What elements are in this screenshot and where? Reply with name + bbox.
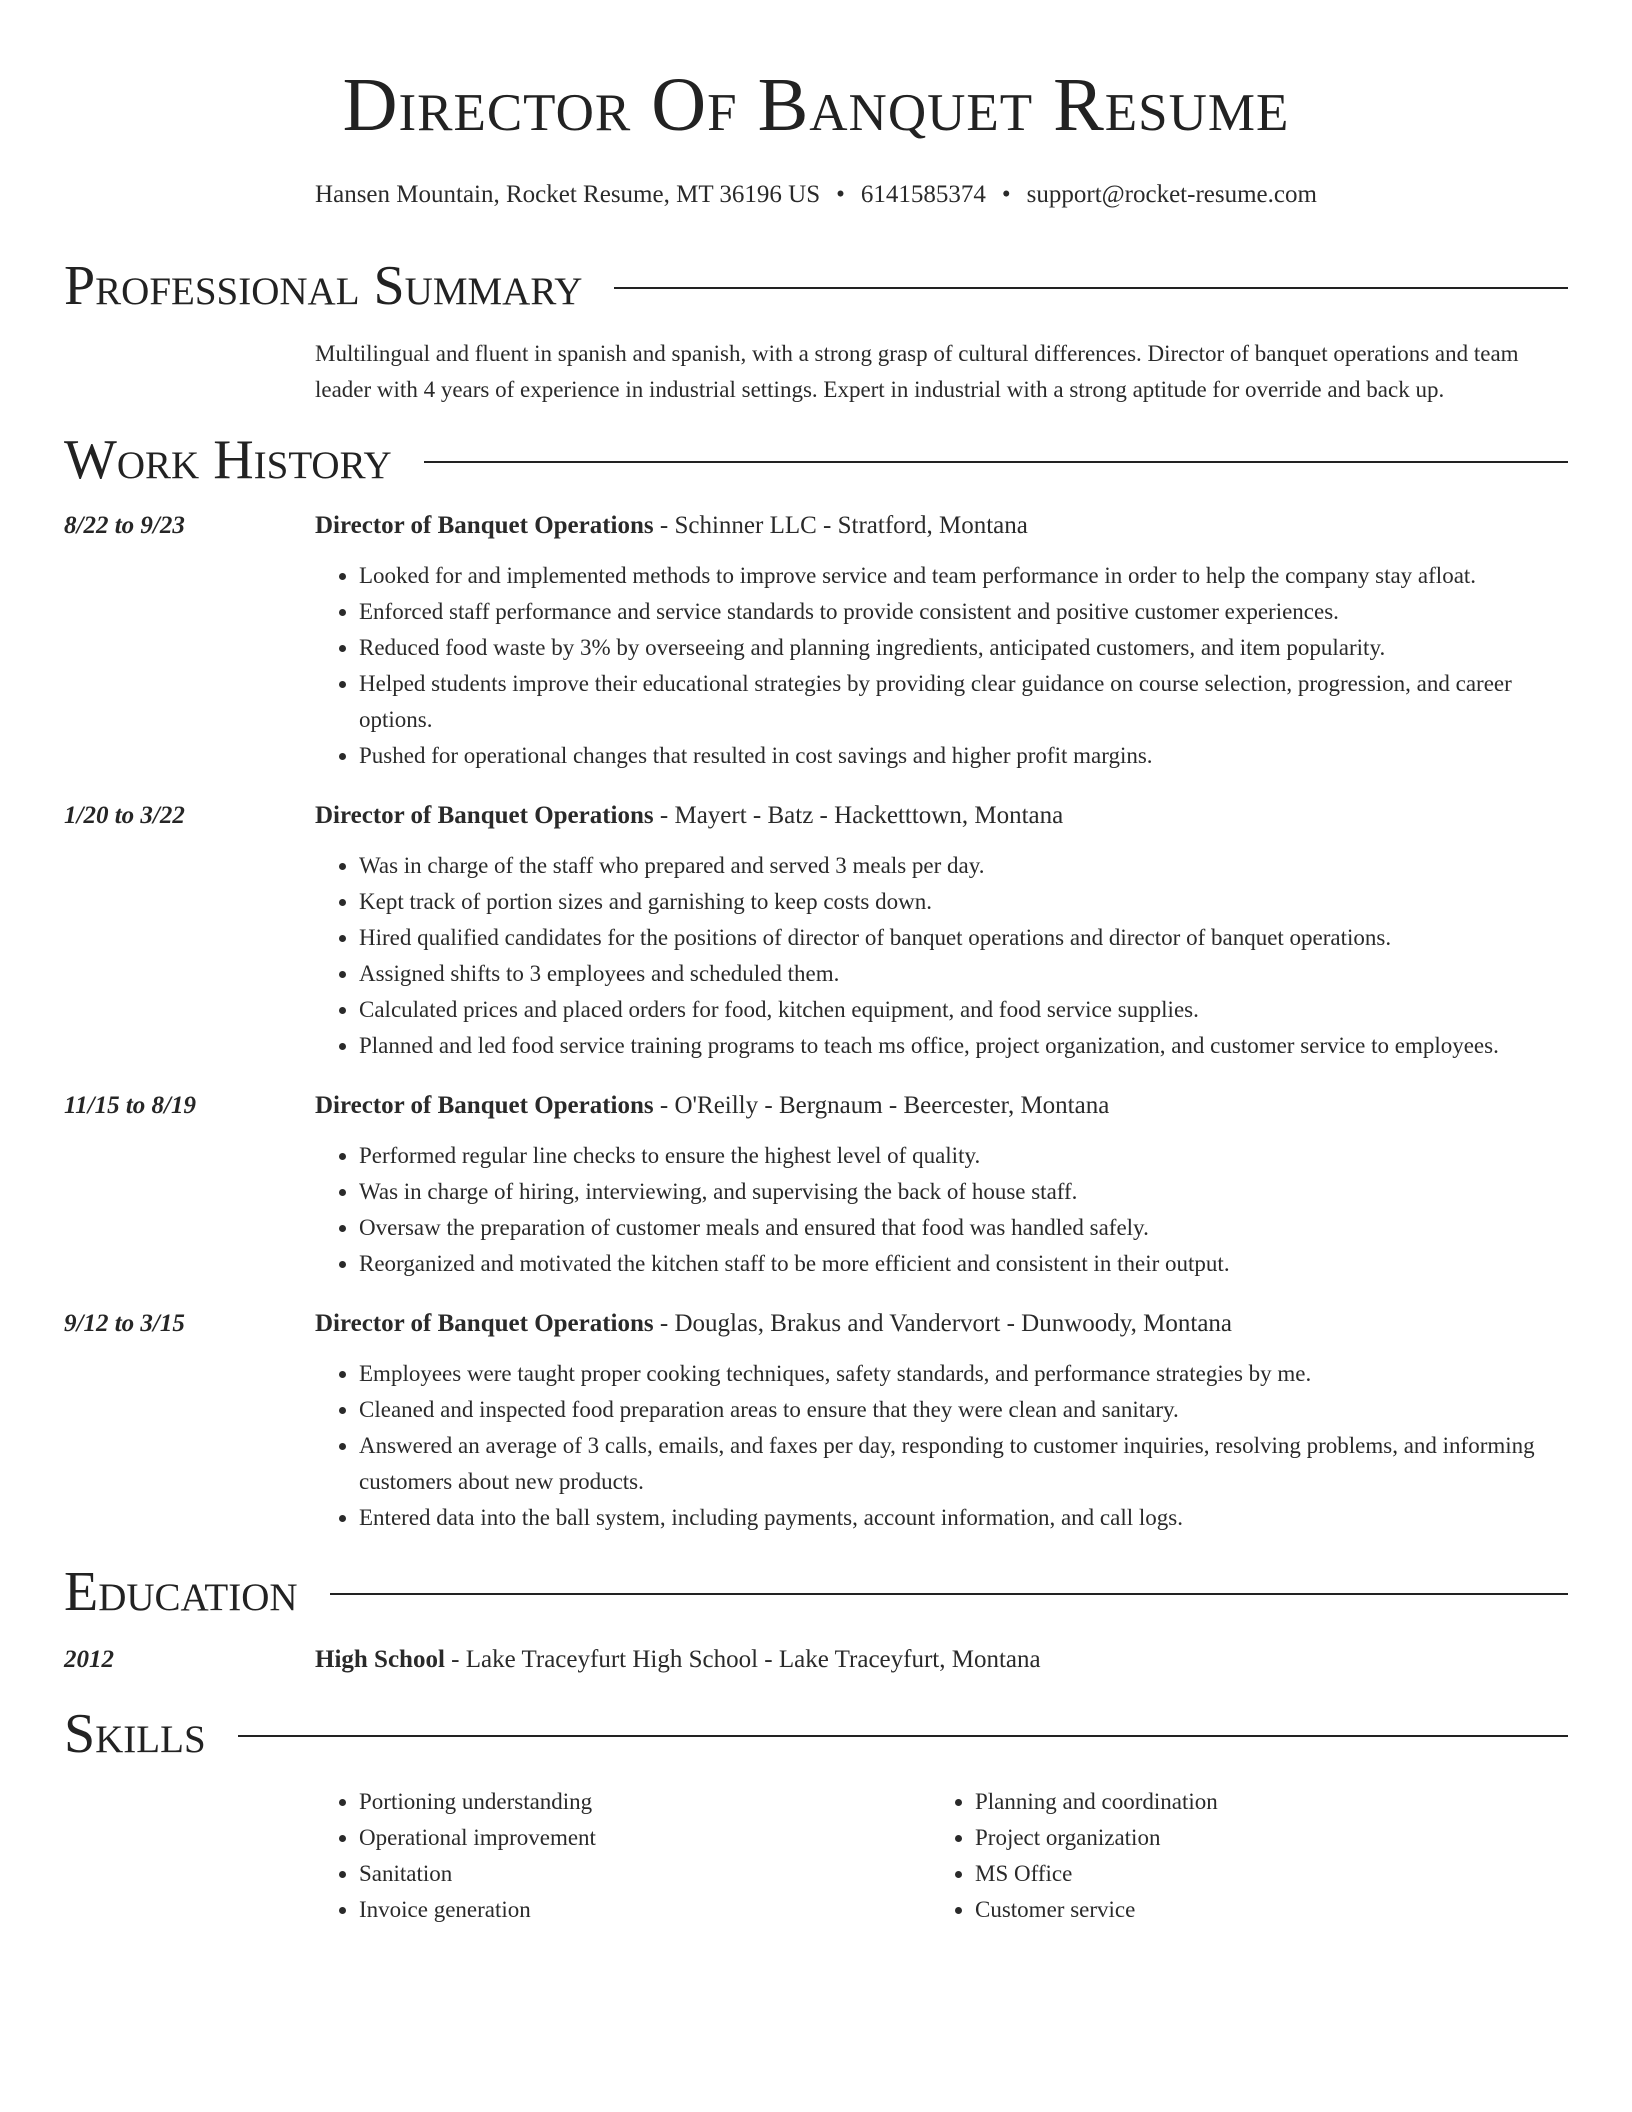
job-employer-location: - Douglas, Brakus and Vandervort - Dunwoody, Montana [653, 1310, 1233, 1337]
work-entry [64, 1088, 1568, 1282]
contact-email: support@rocket-resume.com [1026, 181, 1317, 208]
job-duty-item: • Helped students improve their educational strategies by providing clear guidance on course selection, progression, and career options. [359, 666, 1568, 738]
job-duty-item: • Kept track of portion sizes and garnishing to keep costs down. [359, 884, 1568, 920]
work-dates: 8/22 to 9/23 [64, 512, 185, 539]
education-section-header [64, 1562, 1568, 1622]
skill-item: • Planning and coordination [975, 1784, 1547, 1820]
work-section-header [64, 430, 1568, 490]
contact-address: Hansen Mountain, Rocket Resume, MT 36196 US [315, 181, 821, 208]
job-employer-location: - Schinner LLC - Stratford, Montana [653, 512, 1028, 539]
job-duty-item: • Employees were taught proper cooking techniques, safety standards, and performance strategies by me. [359, 1356, 1568, 1392]
skill-item: • Portioning understanding [359, 1784, 931, 1820]
section-title-work-history: Work History [64, 429, 392, 491]
skill-item: • MS Office [975, 1856, 1547, 1892]
work-title-line [315, 508, 1568, 544]
job-duty-item: • Calculated prices and placed orders for food, kitchen equipment, and food service supplies. [359, 992, 1568, 1028]
education-degree: High School [315, 1646, 445, 1673]
work-entry-body [315, 508, 1568, 774]
job-role: Director of Banquet Operations [315, 512, 654, 539]
contact-separator: • [1001, 181, 1011, 208]
section-title-education: Education [64, 1561, 298, 1623]
work-title-line [315, 1306, 1568, 1342]
education-year: 2012 [64, 1646, 114, 1673]
work-entry [64, 1306, 1568, 1536]
work-dates: 11/15 to 8/19 [64, 1092, 196, 1119]
skills-column-right [931, 1784, 1547, 1928]
job-duty-item: • Hired qualified candidates for the positions of director of banquet operations and director of banquet operations. [359, 920, 1568, 956]
job-duty-item: • Performed regular line checks to ensure the highest level of quality. [359, 1138, 1568, 1174]
resume-page [64, 0, 1568, 1928]
job-duty-item: • Reduced food waste by 3% by overseeing and planning ingredients, anticipated customers, and item popularity. [359, 630, 1568, 666]
section-divider [424, 461, 1568, 463]
skill-item: • Operational improvement [359, 1820, 931, 1856]
skill-item: • Customer service [975, 1892, 1547, 1928]
job-employer-location: - O'Reilly - Bergnaum - Beercester, Montana [653, 1092, 1110, 1119]
section-divider [614, 287, 1568, 289]
job-duty-item: • Answered an average of 3 calls, emails, and faxes per day, responding to customer inquiries, resolving problems, and informing customers about new products. [359, 1428, 1568, 1500]
skills-column-left [315, 1784, 931, 1928]
summary-section-header [64, 256, 1568, 316]
work-entry-body [315, 1088, 1568, 1282]
job-duty-item: • Entered data into the ball system, including payments, account information, and call logs. [359, 1500, 1568, 1536]
job-duties-list [315, 1138, 1568, 1282]
resume-title: Director Of Banquet Resume [342, 63, 1290, 147]
skill-item: • Invoice generation [359, 1892, 931, 1928]
contact-line [64, 178, 1568, 212]
job-role: Director of Banquet Operations [315, 802, 654, 829]
work-dates: 9/12 to 3/15 [64, 1310, 185, 1337]
work-entry [64, 508, 1568, 774]
job-duties-list [315, 1356, 1568, 1536]
section-divider [330, 1593, 1568, 1595]
job-duty-item: • Pushed for operational changes that resulted in cost savings and higher profit margins. [359, 738, 1568, 774]
education-detail: - Lake Traceyfurt High School - Lake Traceyfurt, Montana [444, 1646, 1041, 1673]
skill-item: • Project organization [975, 1820, 1547, 1856]
job-duty-item: • Was in charge of the staff who prepared and served 3 meals per day. [359, 848, 1568, 884]
skills-list [315, 1784, 1568, 1928]
work-entry [64, 798, 1568, 1064]
job-role: Director of Banquet Operations [315, 1310, 654, 1337]
skills-section-header [64, 1704, 1568, 1764]
work-title-line [315, 1088, 1568, 1124]
contact-separator: • [836, 181, 845, 208]
job-duty-item: • Planned and led food service training programs to teach ms office, project organization, and customer service to employees. [359, 1028, 1568, 1064]
work-entry-body [315, 798, 1568, 1064]
section-divider [238, 1735, 1568, 1737]
job-duty-item: • Oversaw the preparation of customer meals and ensured that food was handled safely. [359, 1210, 1568, 1246]
job-duty-item: • Assigned shifts to 3 employees and scheduled them. [359, 956, 1568, 992]
work-entry-body [315, 1306, 1568, 1536]
job-duty-item: • Was in charge of hiring, interviewing, and supervising the back of house staff. [359, 1174, 1568, 1210]
job-duty-item: • Reorganized and motivated the kitchen staff to be more efficient and consistent in their output. [359, 1246, 1568, 1282]
section-title-skills: Skills [64, 1703, 206, 1765]
job-duty-item: • Enforced staff performance and service standards to provide consistent and positive customer experiences. [359, 594, 1568, 630]
contact-phone: 6141585374 [860, 181, 986, 208]
work-history-list [64, 508, 1568, 1536]
job-duties-list [315, 848, 1568, 1064]
job-duty-item: • Cleaned and inspected food preparation areas to ensure that they were clean and sanitary. [359, 1392, 1568, 1428]
job-duty-item: • Looked for and implemented methods to improve service and team performance in order to help the company stay afloat. [359, 558, 1568, 594]
skill-item: • Sanitation [359, 1856, 931, 1892]
summary-text: Multilingual and fluent in spanish and spanish, with a strong grasp of cultural differences. Director of banquet operations and team leader with 4 years of experience in industrial settings. Expert in industrial with a strong aptitude for override and back up. [315, 341, 1519, 402]
education-entry [64, 1642, 1568, 1678]
job-duties-list [315, 558, 1568, 774]
work-dates: 1/20 to 3/22 [64, 802, 185, 829]
work-title-line [315, 798, 1568, 834]
section-title-summary: Professional Summary [64, 255, 583, 317]
job-role: Director of Banquet Operations [315, 1092, 654, 1119]
job-employer-location: - Mayert - Batz - Hacketttown, Montana [653, 802, 1064, 829]
education-line [315, 1642, 1041, 1678]
